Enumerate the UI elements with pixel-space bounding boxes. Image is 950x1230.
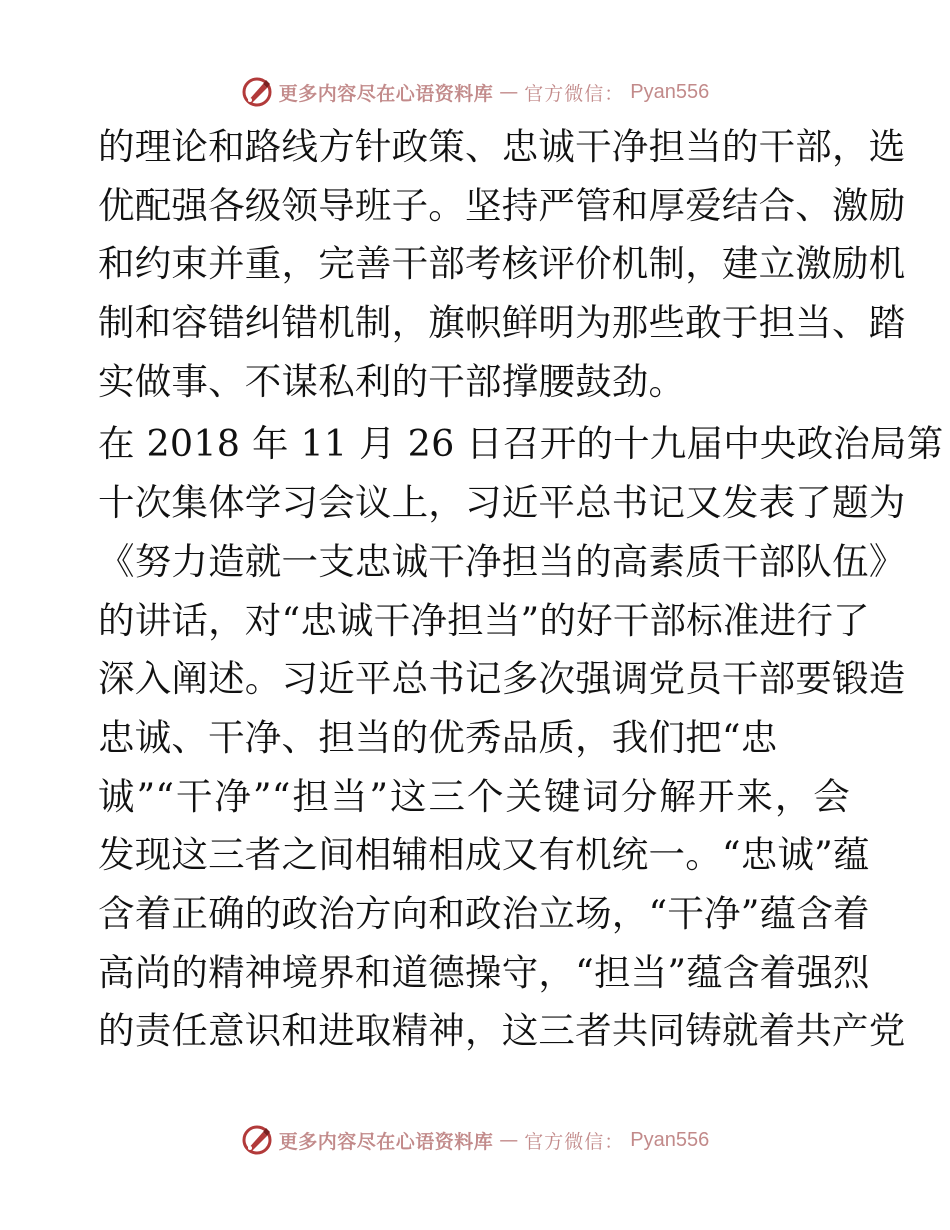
text-line: 的讲话，对“忠诚干净担当”的好干部标准进行了 [98,598,870,642]
text-line: 十次集体学习会议上，习近平总书记又发表了题为 [98,481,906,525]
watermark-separator: — [499,1129,519,1151]
text-line: 实做事、不谋私利的干部撑腰鼓劲。 [98,359,686,403]
pen-logo-icon [241,1124,273,1156]
document-body [98,118,944,1061]
watermark-wechat-id: Pyan556 [630,80,710,103]
text-line: 诚”“干净”“担当”这三个关键词分解开来，会 [98,774,850,818]
watermark-separator: — [499,81,519,103]
text-line: 优配强各级领导班子。坚持严管和厚爱结合、激励 [98,183,906,227]
watermark-text: 更多内容尽在心语资料库 [278,1130,494,1153]
text-line: 高尚的精神境界和道德操守，“担当”蕴含着强烈 [98,950,870,994]
text-line: 含着正确的政治方向和政治立场，“干净”蕴含着 [98,891,870,935]
watermark-wechat-id: Pyan556 [630,1128,710,1151]
watermark-text: 更多内容尽在心语资料库 [278,82,494,105]
watermark-label: 官方微信： [524,82,625,105]
text-line: 制和容错纠错机制，旗帜鲜明为那些敢于担当、踏 [98,301,906,345]
watermark-label: 官方微信： [524,1130,625,1153]
text-line: 忠诚、干净、担当的优秀品质，我们把“忠 [98,715,778,759]
text-line: 《努力造就一支忠诚干净担当的高素质干部队伍》 [98,539,906,583]
text-line: 发现这三者之间相辅相成又有机统一。“忠诚”蕴 [98,833,870,877]
text-line: 的责任意识和进取精神，这三者共同铸就着共产党 [98,1009,906,1053]
text-line: 在 2018 年 11 月 26 日召开的十九届中央政治局第 [98,422,944,466]
pen-logo-icon [241,76,273,108]
text-line: 深入阐述。习近平总书记多次强调党员干部要锻造 [98,657,906,701]
text-line: 和约束并重，完善干部考核评价机制，建立激励机 [98,242,906,286]
header-watermark [0,72,950,112]
text-line: 的理论和路线方针政策、忠诚干净担当的干部，选 [98,125,906,168]
footer-watermark [0,1120,950,1160]
